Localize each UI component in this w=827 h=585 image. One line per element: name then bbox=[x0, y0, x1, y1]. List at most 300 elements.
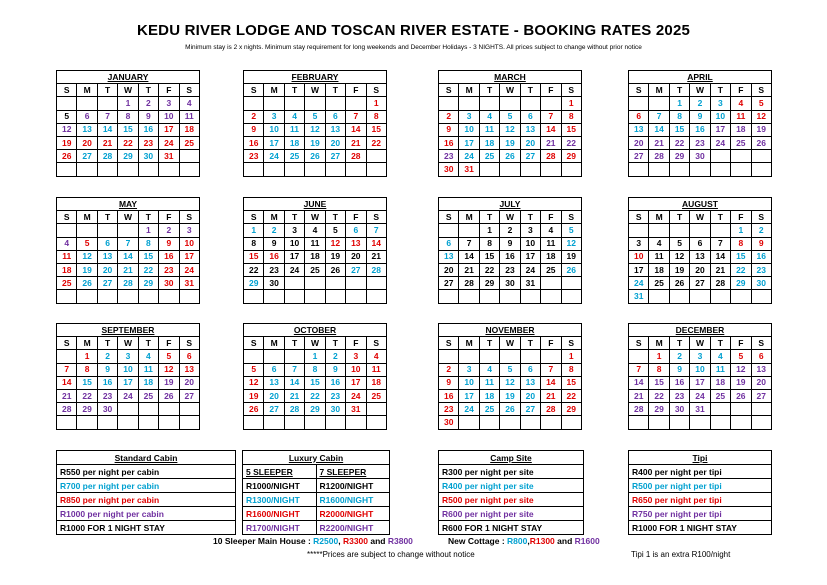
day-cell: 5 bbox=[561, 224, 581, 237]
day-cell bbox=[244, 290, 264, 303]
weekday-header: M bbox=[77, 84, 97, 97]
cottage-price-purple: R1600 bbox=[574, 536, 600, 546]
day-cell: 15 bbox=[669, 123, 689, 136]
day-cell: 8 bbox=[649, 363, 669, 376]
day-cell bbox=[649, 97, 669, 110]
day-cell: 26 bbox=[500, 403, 520, 416]
day-cell: 28 bbox=[118, 277, 138, 290]
day-cell: 1 bbox=[305, 350, 325, 363]
day-cell: 1 bbox=[118, 97, 138, 110]
day-cell: 30 bbox=[500, 277, 520, 290]
cottage-price-red: R1300 bbox=[529, 536, 555, 546]
day-cell bbox=[77, 224, 97, 237]
weekday-header: T bbox=[284, 337, 304, 350]
weekday-header: T bbox=[520, 337, 540, 350]
day-cell: 9 bbox=[159, 237, 179, 250]
weekday-header: S bbox=[561, 211, 581, 224]
weekday-header: S bbox=[366, 211, 386, 224]
weekday-header: F bbox=[346, 211, 366, 224]
day-cell: 12 bbox=[159, 363, 179, 376]
day-cell: 24 bbox=[159, 136, 179, 149]
day-cell: 23 bbox=[439, 150, 459, 163]
day-cell bbox=[459, 224, 479, 237]
day-cell: 21 bbox=[284, 389, 304, 402]
day-cell: 31 bbox=[159, 150, 179, 163]
day-cell bbox=[479, 350, 499, 363]
day-cell bbox=[284, 416, 304, 429]
luxury-cabin-title: Luxury Cabin bbox=[243, 451, 390, 465]
day-cell: 16 bbox=[669, 376, 689, 389]
day-cell: 13 bbox=[77, 123, 97, 136]
day-cell: 19 bbox=[731, 376, 751, 389]
luxury-rate-cell: R2200/NIGHT bbox=[316, 521, 390, 535]
day-cell: 25 bbox=[57, 277, 77, 290]
camp-rate-row: R600 per night per site bbox=[439, 507, 584, 521]
day-cell bbox=[500, 97, 520, 110]
day-cell: 16 bbox=[690, 123, 710, 136]
day-cell: 4 bbox=[57, 237, 77, 250]
day-cell bbox=[731, 290, 751, 303]
day-cell: 8 bbox=[366, 110, 386, 123]
day-cell: 18 bbox=[138, 376, 158, 389]
day-cell: 29 bbox=[669, 150, 689, 163]
weekday-header: T bbox=[479, 211, 499, 224]
day-cell: 5 bbox=[57, 110, 77, 123]
camp-rate-row: R300 per night per site bbox=[439, 465, 584, 479]
day-cell: 5 bbox=[500, 363, 520, 376]
day-cell bbox=[244, 163, 264, 176]
day-cell: 19 bbox=[325, 250, 345, 263]
day-cell: 3 bbox=[118, 350, 138, 363]
weekday-header: T bbox=[710, 337, 730, 350]
day-cell: 19 bbox=[159, 376, 179, 389]
day-cell bbox=[77, 416, 97, 429]
day-cell: 8 bbox=[669, 110, 689, 123]
main-house-label: 10 Sleeper Main House : bbox=[213, 536, 314, 546]
day-cell bbox=[439, 290, 459, 303]
weekday-header: F bbox=[159, 337, 179, 350]
day-cell: 17 bbox=[459, 389, 479, 402]
day-cell bbox=[459, 290, 479, 303]
weekday-header: S bbox=[179, 211, 199, 224]
day-cell: 24 bbox=[690, 389, 710, 402]
day-cell: 20 bbox=[325, 136, 345, 149]
day-cell: 4 bbox=[649, 237, 669, 250]
day-cell bbox=[710, 416, 730, 429]
day-cell: 30 bbox=[690, 150, 710, 163]
day-cell: 3 bbox=[690, 350, 710, 363]
day-cell: 3 bbox=[264, 110, 284, 123]
cottage-price-blue: R800 bbox=[507, 536, 528, 546]
day-cell: 22 bbox=[118, 136, 138, 149]
day-cell: 9 bbox=[439, 123, 459, 136]
weekday-header: S bbox=[179, 337, 199, 350]
day-cell: 16 bbox=[751, 250, 771, 263]
weekday-header: T bbox=[520, 211, 540, 224]
day-cell: 25 bbox=[731, 136, 751, 149]
day-cell: 11 bbox=[57, 250, 77, 263]
day-cell: 5 bbox=[325, 224, 345, 237]
tipi-rate-row: R1000 FOR 1 NIGHT STAY bbox=[629, 521, 772, 535]
luxury-5-sleeper-header: 5 SLEEPER bbox=[243, 465, 317, 479]
day-cell: 13 bbox=[520, 123, 540, 136]
day-cell: 31 bbox=[179, 277, 199, 290]
day-cell: 14 bbox=[366, 237, 386, 250]
day-cell bbox=[284, 97, 304, 110]
day-cell: 26 bbox=[500, 150, 520, 163]
day-cell: 28 bbox=[710, 277, 730, 290]
camp-rate-row: R500 per night per site bbox=[439, 493, 584, 507]
day-cell: 2 bbox=[325, 350, 345, 363]
day-cell: 1 bbox=[479, 224, 499, 237]
day-cell bbox=[669, 224, 689, 237]
weekday-header: F bbox=[541, 84, 561, 97]
day-cell: 12 bbox=[561, 237, 581, 250]
day-cell: 3 bbox=[284, 224, 304, 237]
day-cell: 28 bbox=[97, 150, 117, 163]
day-cell: 21 bbox=[57, 389, 77, 402]
day-cell bbox=[439, 350, 459, 363]
day-cell: 23 bbox=[751, 263, 771, 276]
day-cell bbox=[179, 163, 199, 176]
day-cell: 29 bbox=[305, 403, 325, 416]
day-cell bbox=[690, 416, 710, 429]
day-cell bbox=[264, 350, 284, 363]
day-cell: 15 bbox=[244, 250, 264, 263]
day-cell bbox=[629, 416, 649, 429]
day-cell: 1 bbox=[731, 224, 751, 237]
day-cell bbox=[520, 290, 540, 303]
standard-rate-row: R1000 per night per cabin bbox=[57, 507, 236, 521]
tipi-rate-row: R650 per night per tipi bbox=[629, 493, 772, 507]
day-cell: 13 bbox=[629, 123, 649, 136]
day-cell: 29 bbox=[561, 150, 581, 163]
weekday-header: M bbox=[649, 211, 669, 224]
month-name: DECEMBER bbox=[629, 324, 772, 337]
day-cell bbox=[520, 416, 540, 429]
day-cell bbox=[138, 290, 158, 303]
camp-rate-row: R400 per night per site bbox=[439, 479, 584, 493]
weekday-header: W bbox=[118, 337, 138, 350]
weekday-header: W bbox=[690, 337, 710, 350]
day-cell: 4 bbox=[479, 363, 499, 376]
day-cell: 10 bbox=[159, 110, 179, 123]
day-cell: 15 bbox=[479, 250, 499, 263]
day-cell bbox=[118, 163, 138, 176]
weekday-header: S bbox=[57, 337, 77, 350]
day-cell: 10 bbox=[179, 237, 199, 250]
day-cell: 3 bbox=[710, 97, 730, 110]
day-cell: 25 bbox=[366, 389, 386, 402]
day-cell: 29 bbox=[479, 277, 499, 290]
standard-rate-row: R1000 FOR 1 NIGHT STAY bbox=[57, 521, 236, 535]
day-cell: 24 bbox=[179, 263, 199, 276]
day-cell: 23 bbox=[138, 136, 158, 149]
day-cell bbox=[264, 290, 284, 303]
day-cell: 13 bbox=[751, 363, 771, 376]
day-cell: 27 bbox=[520, 150, 540, 163]
weekday-header: S bbox=[439, 211, 459, 224]
day-cell: 23 bbox=[500, 263, 520, 276]
luxury-rate-cell: R1700/NIGHT bbox=[243, 521, 317, 535]
day-cell: 25 bbox=[649, 277, 669, 290]
day-cell bbox=[159, 163, 179, 176]
day-cell: 5 bbox=[500, 110, 520, 123]
day-cell: 31 bbox=[459, 163, 479, 176]
tipi-rate-row: R750 per night per tipi bbox=[629, 507, 772, 521]
day-cell: 19 bbox=[669, 263, 689, 276]
day-cell bbox=[541, 97, 561, 110]
day-cell: 6 bbox=[77, 110, 97, 123]
day-cell bbox=[244, 416, 264, 429]
luxury-cabin-rates bbox=[242, 450, 390, 535]
day-cell: 4 bbox=[541, 224, 561, 237]
day-cell: 5 bbox=[77, 237, 97, 250]
day-cell: 7 bbox=[629, 363, 649, 376]
day-cell: 12 bbox=[325, 237, 345, 250]
day-cell: 10 bbox=[629, 250, 649, 263]
day-cell: 20 bbox=[520, 389, 540, 402]
weekday-header: T bbox=[138, 84, 158, 97]
weekday-header: S bbox=[57, 211, 77, 224]
day-cell: 1 bbox=[561, 97, 581, 110]
day-cell: 3 bbox=[159, 97, 179, 110]
day-cell bbox=[366, 150, 386, 163]
weekday-header: T bbox=[669, 211, 689, 224]
day-cell: 9 bbox=[690, 110, 710, 123]
day-cell: 10 bbox=[284, 237, 304, 250]
cottage-label: New Cottage : bbox=[448, 536, 508, 546]
day-cell: 22 bbox=[366, 136, 386, 149]
weekday-header: S bbox=[561, 84, 581, 97]
day-cell: 15 bbox=[561, 376, 581, 389]
weekday-header: F bbox=[731, 211, 751, 224]
day-cell: 7 bbox=[366, 224, 386, 237]
day-cell: 18 bbox=[479, 389, 499, 402]
day-cell: 17 bbox=[346, 376, 366, 389]
day-cell bbox=[561, 290, 581, 303]
day-cell: 26 bbox=[325, 263, 345, 276]
weekday-header: W bbox=[118, 211, 138, 224]
day-cell bbox=[284, 163, 304, 176]
day-cell: 20 bbox=[690, 263, 710, 276]
day-cell bbox=[459, 350, 479, 363]
day-cell: 18 bbox=[649, 263, 669, 276]
day-cell: 27 bbox=[264, 403, 284, 416]
day-cell: 16 bbox=[138, 123, 158, 136]
day-cell: 15 bbox=[77, 376, 97, 389]
day-cell: 20 bbox=[439, 263, 459, 276]
weekday-header: F bbox=[159, 84, 179, 97]
day-cell: 18 bbox=[305, 250, 325, 263]
day-cell: 1 bbox=[138, 224, 158, 237]
day-cell bbox=[305, 163, 325, 176]
day-cell: 14 bbox=[541, 123, 561, 136]
day-cell bbox=[751, 163, 771, 176]
day-cell bbox=[97, 97, 117, 110]
day-cell bbox=[159, 416, 179, 429]
day-cell: 7 bbox=[57, 363, 77, 376]
weekday-header: S bbox=[366, 337, 386, 350]
day-cell bbox=[710, 163, 730, 176]
day-cell: 25 bbox=[138, 389, 158, 402]
day-cell: 15 bbox=[138, 250, 158, 263]
day-cell: 26 bbox=[731, 389, 751, 402]
day-cell: 27 bbox=[520, 403, 540, 416]
day-cell: 26 bbox=[669, 277, 689, 290]
day-cell: 4 bbox=[366, 350, 386, 363]
day-cell: 30 bbox=[439, 163, 459, 176]
day-cell: 4 bbox=[138, 350, 158, 363]
day-cell: 17 bbox=[284, 250, 304, 263]
weekday-header: T bbox=[710, 211, 730, 224]
day-cell: 14 bbox=[346, 123, 366, 136]
day-cell bbox=[500, 163, 520, 176]
day-cell bbox=[366, 163, 386, 176]
day-cell bbox=[710, 290, 730, 303]
day-cell: 17 bbox=[264, 136, 284, 149]
weekday-header: T bbox=[138, 337, 158, 350]
standard-rate-row: R850 per night per cabin bbox=[57, 493, 236, 507]
main-house-price-purple: R3800 bbox=[387, 536, 413, 546]
day-cell: 7 bbox=[459, 237, 479, 250]
day-cell: 19 bbox=[244, 389, 264, 402]
day-cell bbox=[284, 290, 304, 303]
day-cell bbox=[57, 97, 77, 110]
weekday-header: W bbox=[500, 211, 520, 224]
day-cell: 17 bbox=[459, 136, 479, 149]
day-cell: 23 bbox=[669, 389, 689, 402]
day-cell: 17 bbox=[159, 123, 179, 136]
weekday-header: M bbox=[264, 84, 284, 97]
day-cell: 14 bbox=[284, 376, 304, 389]
day-cell: 11 bbox=[649, 250, 669, 263]
day-cell: 20 bbox=[97, 263, 117, 276]
day-cell: 1 bbox=[669, 97, 689, 110]
weekday-header: T bbox=[138, 211, 158, 224]
weekday-header: M bbox=[459, 337, 479, 350]
weekday-header: T bbox=[669, 337, 689, 350]
day-cell bbox=[751, 416, 771, 429]
day-cell: 29 bbox=[118, 150, 138, 163]
month-name: MARCH bbox=[439, 71, 582, 84]
day-cell: 14 bbox=[649, 123, 669, 136]
day-cell bbox=[346, 277, 366, 290]
day-cell: 25 bbox=[179, 136, 199, 149]
weekday-header: F bbox=[159, 211, 179, 224]
weekday-header: T bbox=[669, 84, 689, 97]
day-cell: 5 bbox=[244, 363, 264, 376]
day-cell: 25 bbox=[541, 263, 561, 276]
day-cell bbox=[541, 277, 561, 290]
day-cell bbox=[479, 97, 499, 110]
day-cell: 15 bbox=[305, 376, 325, 389]
day-cell: 17 bbox=[520, 250, 540, 263]
day-cell bbox=[669, 290, 689, 303]
tipi-rates bbox=[628, 450, 772, 535]
weekday-header: M bbox=[649, 84, 669, 97]
day-cell: 7 bbox=[284, 363, 304, 376]
day-cell: 29 bbox=[77, 403, 97, 416]
day-cell: 17 bbox=[690, 376, 710, 389]
day-cell bbox=[264, 97, 284, 110]
weekday-header: T bbox=[710, 84, 730, 97]
day-cell bbox=[57, 290, 77, 303]
day-cell: 18 bbox=[479, 136, 499, 149]
weekday-header: F bbox=[541, 337, 561, 350]
day-cell: 22 bbox=[479, 263, 499, 276]
day-cell: 27 bbox=[325, 150, 345, 163]
camp-rate-row: R600 FOR 1 NIGHT STAY bbox=[439, 521, 584, 535]
weekday-header: S bbox=[751, 84, 771, 97]
day-cell: 17 bbox=[629, 263, 649, 276]
day-cell bbox=[325, 277, 345, 290]
day-cell: 2 bbox=[97, 350, 117, 363]
day-cell: 11 bbox=[710, 363, 730, 376]
camp-site-title: Camp Site bbox=[439, 451, 584, 465]
day-cell: 7 bbox=[97, 110, 117, 123]
day-cell: 11 bbox=[731, 110, 751, 123]
luxury-rate-cell: R2000/NIGHT bbox=[316, 507, 390, 521]
day-cell bbox=[138, 163, 158, 176]
day-cell bbox=[479, 290, 499, 303]
day-cell: 14 bbox=[710, 250, 730, 263]
day-cell bbox=[97, 290, 117, 303]
day-cell: 30 bbox=[439, 416, 459, 429]
day-cell: 18 bbox=[731, 123, 751, 136]
day-cell: 1 bbox=[77, 350, 97, 363]
day-cell: 28 bbox=[459, 277, 479, 290]
day-cell: 4 bbox=[284, 110, 304, 123]
day-cell: 21 bbox=[118, 263, 138, 276]
day-cell: 13 bbox=[439, 250, 459, 263]
weekday-header: W bbox=[118, 84, 138, 97]
day-cell: 20 bbox=[751, 376, 771, 389]
day-cell bbox=[159, 403, 179, 416]
day-cell: 8 bbox=[305, 363, 325, 376]
day-cell: 4 bbox=[305, 224, 325, 237]
day-cell: 12 bbox=[305, 123, 325, 136]
day-cell bbox=[284, 350, 304, 363]
day-cell bbox=[77, 97, 97, 110]
day-cell: 27 bbox=[439, 277, 459, 290]
day-cell bbox=[710, 224, 730, 237]
day-cell: 14 bbox=[97, 123, 117, 136]
weekday-header: S bbox=[57, 84, 77, 97]
weekday-header: M bbox=[77, 337, 97, 350]
day-cell bbox=[138, 403, 158, 416]
day-cell: 4 bbox=[479, 110, 499, 123]
day-cell: 26 bbox=[77, 277, 97, 290]
day-cell: 30 bbox=[138, 150, 158, 163]
day-cell: 16 bbox=[500, 250, 520, 263]
day-cell: 31 bbox=[520, 277, 540, 290]
day-cell: 13 bbox=[325, 123, 345, 136]
weekday-header: S bbox=[366, 84, 386, 97]
day-cell bbox=[244, 350, 264, 363]
month-name: JUNE bbox=[244, 198, 387, 211]
luxury-rate-cell: R1600/NIGHT bbox=[316, 493, 390, 507]
day-cell bbox=[439, 224, 459, 237]
month-may bbox=[56, 197, 200, 304]
day-cell: 11 bbox=[179, 110, 199, 123]
day-cell bbox=[731, 416, 751, 429]
day-cell bbox=[366, 290, 386, 303]
weekday-header: S bbox=[629, 211, 649, 224]
day-cell bbox=[366, 403, 386, 416]
day-cell: 20 bbox=[264, 389, 284, 402]
day-cell bbox=[305, 416, 325, 429]
